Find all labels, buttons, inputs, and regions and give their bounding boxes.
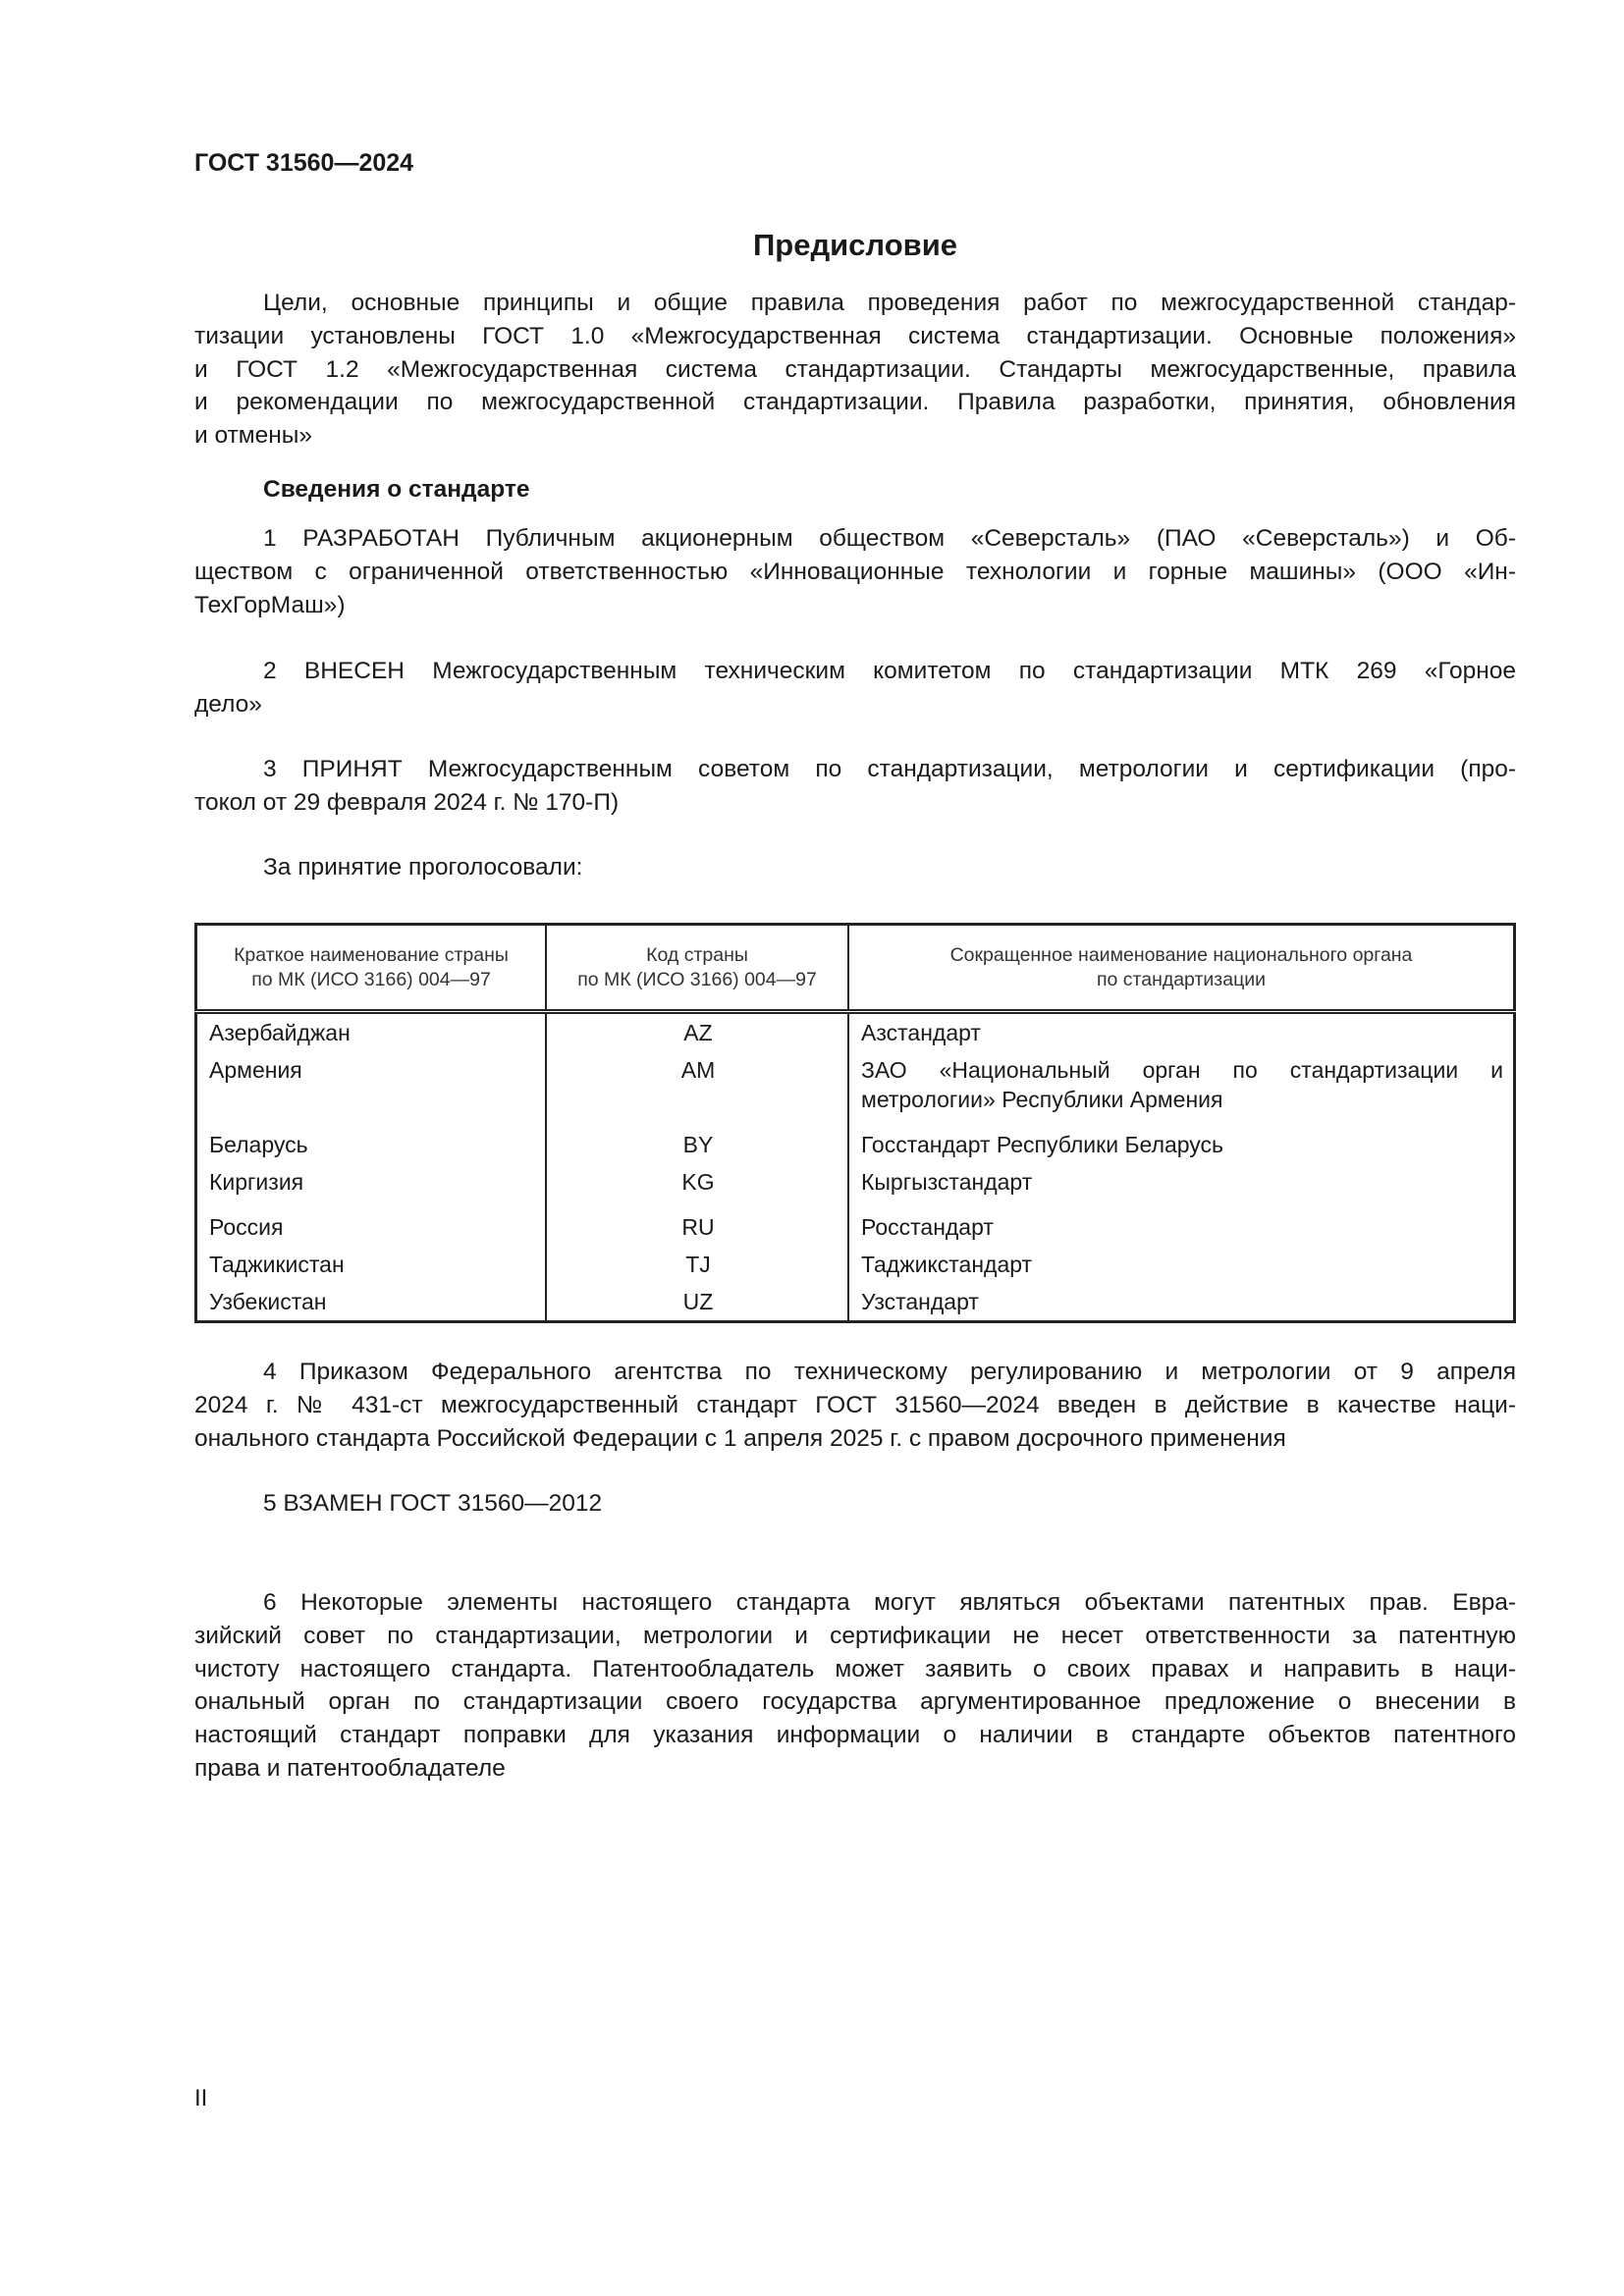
cell-country: Таджикистан [196,1246,547,1283]
item-6-patents [194,1586,1516,1786]
header-line: по МК (ИСО 3166) 004—97 [577,968,817,990]
table-row [196,1126,1515,1163]
cell-org: Азстандарт [848,1012,1515,1052]
intro-paragraph [194,287,1516,453]
cell-org: Кыргызстандарт [848,1163,1515,1208]
text-line: токол от 29 февраля 2024 г. № 170-П) [194,788,620,816]
header-line: Код страны [646,943,748,966]
item-4-order [194,1356,1516,1455]
cell-org: Узстандарт [848,1283,1515,1322]
document-id-header: ГОСТ 31560—2024 [194,149,414,177]
text-line: ТехГорМаш») [194,591,346,618]
voted-label: За принятие проголосовали: [263,854,583,881]
text-line: и рекомендации по межгосударственной стандартизации. Правила разработки, принятия, обновления [194,389,1516,416]
item-3-adopted [194,753,1516,820]
table-row [196,1012,1515,1052]
text-line: чистоту настоящего стандарта. Патентообладатель может заявить о своих правах и направить в наци- [194,1655,1516,1682]
cell-country: Беларусь [196,1126,547,1163]
table-row [196,1283,1515,1322]
cell-org: ЗАО «Национальный орган по стандартизации и метрологии» Республики Армения [848,1051,1515,1126]
header-line: по стандартизации [1096,968,1267,990]
text-line: и отмены» [194,422,313,450]
cell-country: Россия [196,1208,547,1246]
item-2-submitted [194,655,1516,721]
text-line: тизации установлены ГОСТ 1.0 «Межгосударственная система стандартизации. Основные положения» [194,322,1516,349]
text-line: 3 ПРИНЯТ Межгосударственным советом по стандартизации, метрологии и сертификации (про- [263,756,1516,782]
text-line: ональный орган по стандартизации своего государства аргументированное предложение о внесении в [194,1688,1516,1716]
cell-code: KG [546,1163,848,1208]
text-line: и ГОСТ 1.2 «Межгосударственная система стандартизации. Стандарты межгосударственные, правила [194,355,1516,383]
cell-code: TJ [546,1246,848,1283]
cell-country: Узбекистан [196,1283,547,1322]
cell-country: Киргизия [196,1163,547,1208]
header-line: Краткое наименование страны [234,943,509,966]
info-heading: Сведения о стандарте [263,476,530,503]
text-line: Цели, основные принципы и общие правила проведения работ по межгосударственной стандар- [263,290,1516,316]
text-line: 2 ВНЕСЕН Межгосударственным техническим комитетом по стандартизации МТК 269 «Горное [263,658,1516,684]
text-line: 4 Приказом Федерального агентства по техническому регулированию и метрологии от 9 апреля [263,1359,1516,1385]
text-line: 1 РАЗРАБОТАН Публичным акционерным обществом «Северсталь» (ПАО «Северсталь») и Об- [263,525,1516,552]
cell-org: Росстандарт [848,1208,1515,1246]
page-title: Предисловие [752,228,957,262]
table-header-row [196,925,1515,1012]
cell-country: Армения [196,1051,547,1126]
text-line: зийский совет по стандартизации, метрологии и сертификации не несет ответственности за патентную [194,1622,1516,1649]
table-row [196,1163,1515,1208]
text-line: права и патентообладателе [194,1754,506,1782]
voting-countries-table [194,923,1516,1323]
header-code [546,925,848,1012]
table-row [196,1051,1515,1126]
cell-org: Таджикстандарт [848,1246,1515,1283]
cell-org: Госстандарт Республики Беларусь [848,1126,1515,1163]
header-org [848,925,1515,1012]
page-number: II [194,2085,208,2111]
item-1-developed [194,522,1516,621]
text-line: дело» [194,690,262,718]
table-row [196,1246,1515,1283]
text-line: 2024 г. № 431-ст межгосударственный стандарт ГОСТ 31560—2024 введен в действие в качестве наци- [194,1391,1516,1418]
text-line: онального стандарта Российской Федерации с 1 апреля 2025 г. с правом досрочного применения [194,1424,1286,1452]
table-row [196,1208,1515,1246]
header-line: по МК (ИСО 3166) 004—97 [251,968,491,990]
header-line: Сокращенное наименование национального органа [949,943,1413,966]
cell-code: AM [546,1051,848,1126]
cell-code: UZ [546,1283,848,1322]
text-line: ществом с ограниченной ответственностью «Инновационные технологии и горные машины» (ООО «Ин- [194,558,1516,585]
header-country [196,925,547,1012]
item-5-replaces: 5 ВЗАМЕН ГОСТ 31560—2012 [263,1490,603,1517]
cell-code: RU [546,1208,848,1246]
cell-code: AZ [546,1012,848,1052]
text-line: настоящий стандарт поправки для указания информации о наличии в стандарте объектов патентного [194,1722,1516,1749]
cell-code: BY [546,1126,848,1163]
cell-country: Азербайджан [196,1012,547,1052]
text-line: 6 Некоторые элементы настоящего стандарта могут являться объектами патентных прав. Евра- [263,1589,1516,1616]
